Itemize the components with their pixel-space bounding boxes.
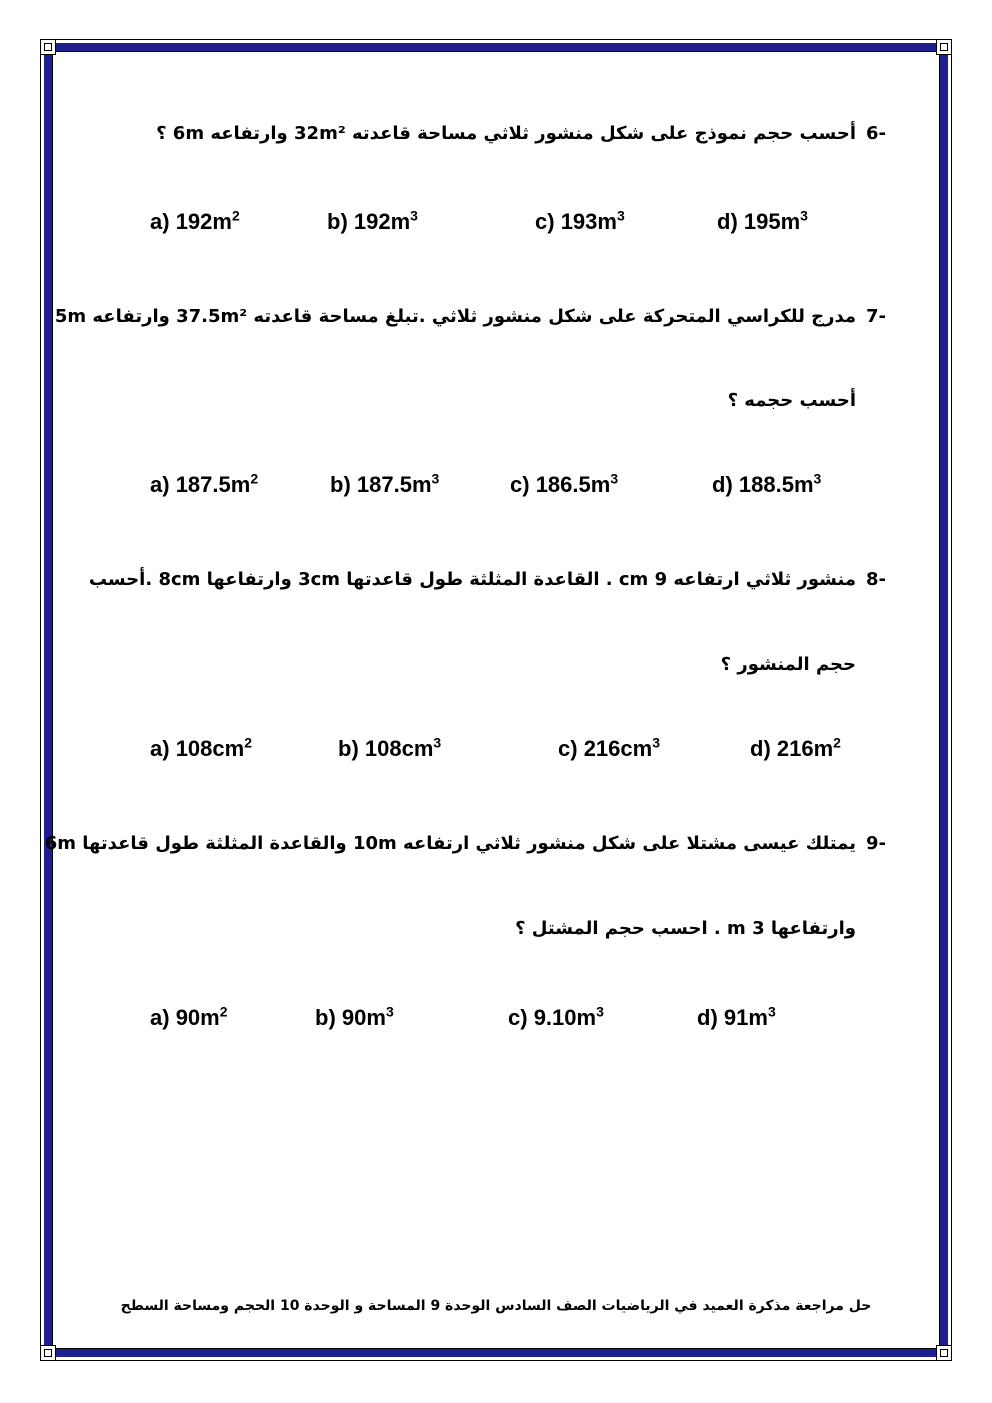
option-a: a) $108cm^2$ bbox=[150, 734, 252, 761]
question-7-continuation: أحسب حجمه ؟ bbox=[727, 390, 856, 411]
option-b: b) $187.5m^3$ bbox=[330, 470, 440, 497]
option-a: a) $187.5m^2$ bbox=[150, 470, 259, 497]
option-c: c) $186.5m^3$ bbox=[510, 470, 619, 497]
question-8 bbox=[89, 568, 886, 592]
option-c: c) $9.10m^3$ bbox=[508, 1003, 604, 1030]
option-d: d) $188.5m^3$ bbox=[712, 470, 822, 497]
question-text: منشور ثلاثي ارتفاعه 9 cm . القاعدة المثلثة طول قاعدتها 3cm وارتفاعها 8cm .أحسب bbox=[88, 569, 856, 590]
corner-ornament-top-right bbox=[936, 39, 952, 55]
corner-ornament-top-left bbox=[40, 39, 56, 55]
question-9-continuation: وارتفاعها 3 m . احسب حجم المشتل ؟ bbox=[515, 918, 856, 939]
option-c: c) $216cm^3$ bbox=[558, 734, 660, 761]
option-b: b) $108cm^3$ bbox=[338, 734, 442, 761]
question-number: 8- bbox=[866, 569, 886, 590]
question-number: 6- bbox=[866, 123, 886, 144]
question-text: يمتلك عيسى مشتلا على شكل منشور ثلاثي ارتفاعه 10m والقاعدة المثلثة طول قاعدتها 6m bbox=[44, 833, 856, 854]
option-c: c) $193m^3$ bbox=[535, 207, 625, 234]
option-d: d) $216m^2$ bbox=[750, 734, 841, 761]
page-footer: حل مراجعة مذكرة العميد في الرياضيات الصف السادس الوحدة 9 المساحة و الوحدة 10 الحجم ومساحة السطح bbox=[120, 1298, 872, 1314]
option-b: b) $192m^3$ bbox=[327, 207, 418, 234]
page-border-inner bbox=[52, 51, 940, 1349]
option-d: d) $195m^3$ bbox=[717, 207, 808, 234]
option-a: a) $90m^2$ bbox=[150, 1003, 228, 1030]
question-8-continuation: حجم المنشور ؟ bbox=[720, 654, 856, 675]
question-9 bbox=[45, 832, 886, 856]
option-b: b) $90m^3$ bbox=[315, 1003, 394, 1030]
question-text: أحسب حجم نموذج على شكل منشور ثلاثي مساحة قاعدته 32m² وارتفاعه 6m ؟ bbox=[156, 123, 856, 144]
question-7 bbox=[55, 305, 886, 329]
question-number: 7- bbox=[866, 306, 886, 327]
question-6 bbox=[156, 122, 886, 146]
option-d: d) $91m^3$ bbox=[697, 1003, 776, 1030]
question-text: مدرج للكراسي المتحركة على شكل منشور ثلاثي .تبلغ مساحة قاعدته 37.5m² وارتفاعه 5m bbox=[54, 306, 856, 327]
option-a: a) $192m^2$ bbox=[150, 207, 240, 234]
corner-ornament-bottom-left bbox=[40, 1345, 56, 1361]
question-number: 9- bbox=[866, 833, 886, 854]
corner-ornament-bottom-right bbox=[936, 1345, 952, 1361]
